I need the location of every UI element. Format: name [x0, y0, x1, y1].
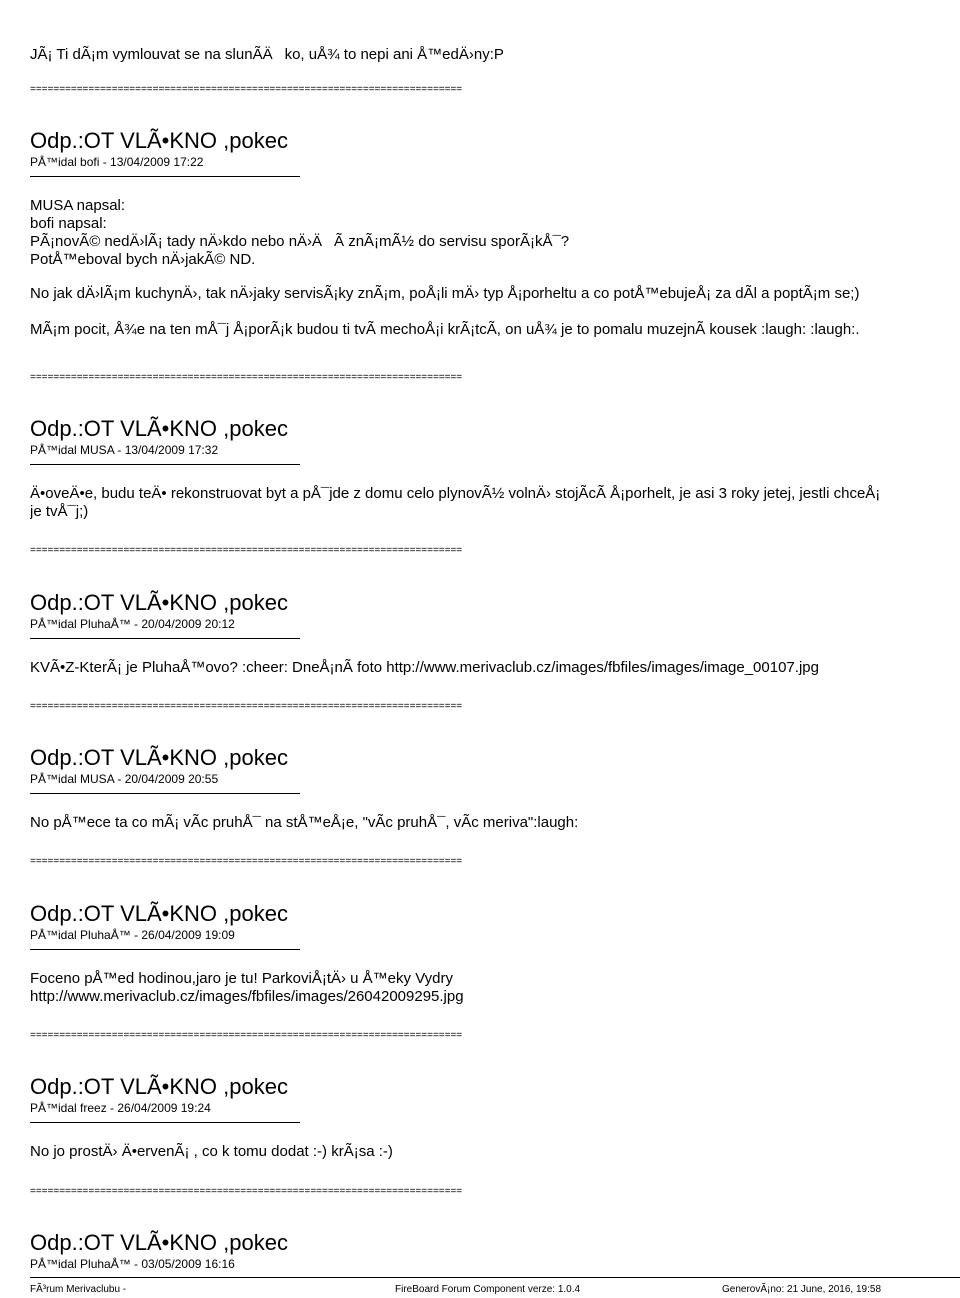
separator: ========================================================================== — [30, 1186, 463, 1197]
post-meta: PÅ™idal MUSA - 13/04/2009 17:32 — [30, 443, 219, 457]
post-title: Odp.:OT VLÃ•KNO ,pokec — [30, 1074, 288, 1099]
page-footer — [30, 1277, 960, 1298]
post-meta: PÅ™idal PluhaÅ™ - 20/04/2009 20:12 — [30, 617, 235, 631]
forum-post — [30, 416, 960, 521]
forum-post — [30, 1074, 960, 1161]
post-line: je tvÅ¯j;) — [30, 503, 89, 520]
post-title: Odp.:OT VLÃ•KNO ,pokec — [30, 745, 288, 770]
post-line: KVÃ•Z-KterÃ¡ je PluhaÅ™ovo? :cheer: DneÅ¡nÃ foto http://www.merivaclub.cz/images/fbfiles/images/image_00107.jpg — [30, 659, 819, 676]
post-meta: PÅ™idal MUSA - 20/04/2009 20:55 — [30, 772, 219, 786]
post-meta: PÅ™idal PluhaÅ™ - 26/04/2009 19:09 — [30, 928, 235, 942]
forum-post — [30, 590, 960, 677]
post-line: MÃ¡m pocit, Å¾e na ten mÅ¯j Å¡porÃ¡k budou ti tvÃ mechoÅ¡i krÃ¡tcÃ, on uÅ¾ je to pomalu muzejnÃ kousek :laugh: :laugh:. — [30, 321, 860, 338]
forum-post — [30, 745, 960, 832]
short-divider — [30, 1122, 300, 1123]
post-line: PÃ¡novÃ© nedÄ›lÃ¡ tady nÄ›kdo nebo nÄ›ÄÃ znÃ¡mÃ½ do servisu sporÃ¡kÅ¯? — [30, 233, 570, 250]
intro-text: JÃ¡ Ti dÃ¡m vymlouvat se na slunÃÄko, uÅ¾ to nepi ani Å™edÄ›ny:P — [30, 46, 504, 63]
post-line: http://www.merivaclub.cz/images/fbfiles/images/26042009295.jpg — [30, 988, 464, 1005]
separator: ========================================================================== — [30, 1030, 463, 1041]
short-divider — [30, 638, 300, 639]
separator: ========================================================================== — [30, 701, 463, 712]
post-title: Odp.:OT VLÃ•KNO ,pokec — [30, 1230, 288, 1255]
separator: ========================================================================== — [30, 372, 463, 383]
post-title: Odp.:OT VLÃ•KNO ,pokec — [30, 128, 288, 153]
post-title: Odp.:OT VLÃ•KNO ,pokec — [30, 590, 288, 615]
post-meta: PÅ™idal PluhaÅ™ - 03/05/2009 16:16 — [30, 1257, 235, 1271]
post-line: No jak dÄ›lÃ¡m kuchynÄ›, tak nÄ›jaky servisÃ¡ky znÃ¡m, poÅ¡li mÄ› typ Å¡porheltu a co potÅ™ebujeÅ¡ za dÃl a poptÃ¡m se;) — [30, 285, 860, 302]
post-line: Ä•oveÄ•e, budu teÄ• rekonstruovat byt a pÅ¯jde z domu celo plynovÃ½ volnÄ› stojÃcÃ Å¡porhelt, je asi 3 roky jetej, jestli chceÅ¡ — [30, 485, 881, 502]
post-title: Odp.:OT VLÃ•KNO ,pokec — [30, 901, 288, 926]
short-divider — [30, 793, 300, 794]
post-line: Foceno pÅ™ed hodinou,jaro je tu! ParkoviÅ¡tÄ› u Å™eky Vydry — [30, 970, 453, 987]
post-line: MUSA napsal: — [30, 197, 126, 214]
footer-left: FÃ³rum Merivaclubu - — [30, 1284, 127, 1295]
separator: ========================================================================== — [30, 84, 463, 95]
post-line: No pÅ™ece ta co mÃ¡ vÃc pruhÅ¯ na stÅ™eÅ¡e, "vÃc pruhÅ¯, vÃc meriva":laugh: — [30, 814, 579, 831]
post-line: No jo prostÄ› Ä•ervenÃ¡ , co k tomu dodat :-) krÃ¡sa :-) — [30, 1143, 393, 1160]
forum-post — [30, 901, 960, 1006]
forum-post — [30, 128, 960, 339]
post-meta: PÅ™idal freez - 26/04/2009 19:24 — [30, 1101, 211, 1115]
post-meta: PÅ™idal bofi - 13/04/2009 17:22 — [30, 155, 204, 169]
short-divider — [30, 176, 300, 177]
short-divider — [30, 949, 300, 950]
forum-post — [30, 1230, 960, 1271]
post-line: PotÅ™eboval bych nÄ›jakÃ© ND. — [30, 251, 256, 268]
footer-center: FireBoard Forum Component verze: 1.0.4 — [395, 1284, 581, 1295]
post-title: Odp.:OT VLÃ•KNO ,pokec — [30, 416, 288, 441]
separator: ========================================================================== — [30, 856, 463, 867]
separator: ========================================================================== — [30, 545, 463, 556]
footer-right: GenerovÃ¡no: 21 June, 2016, 19:58 — [722, 1284, 882, 1295]
short-divider — [30, 464, 300, 465]
post-line: bofi napsal: — [30, 215, 107, 232]
